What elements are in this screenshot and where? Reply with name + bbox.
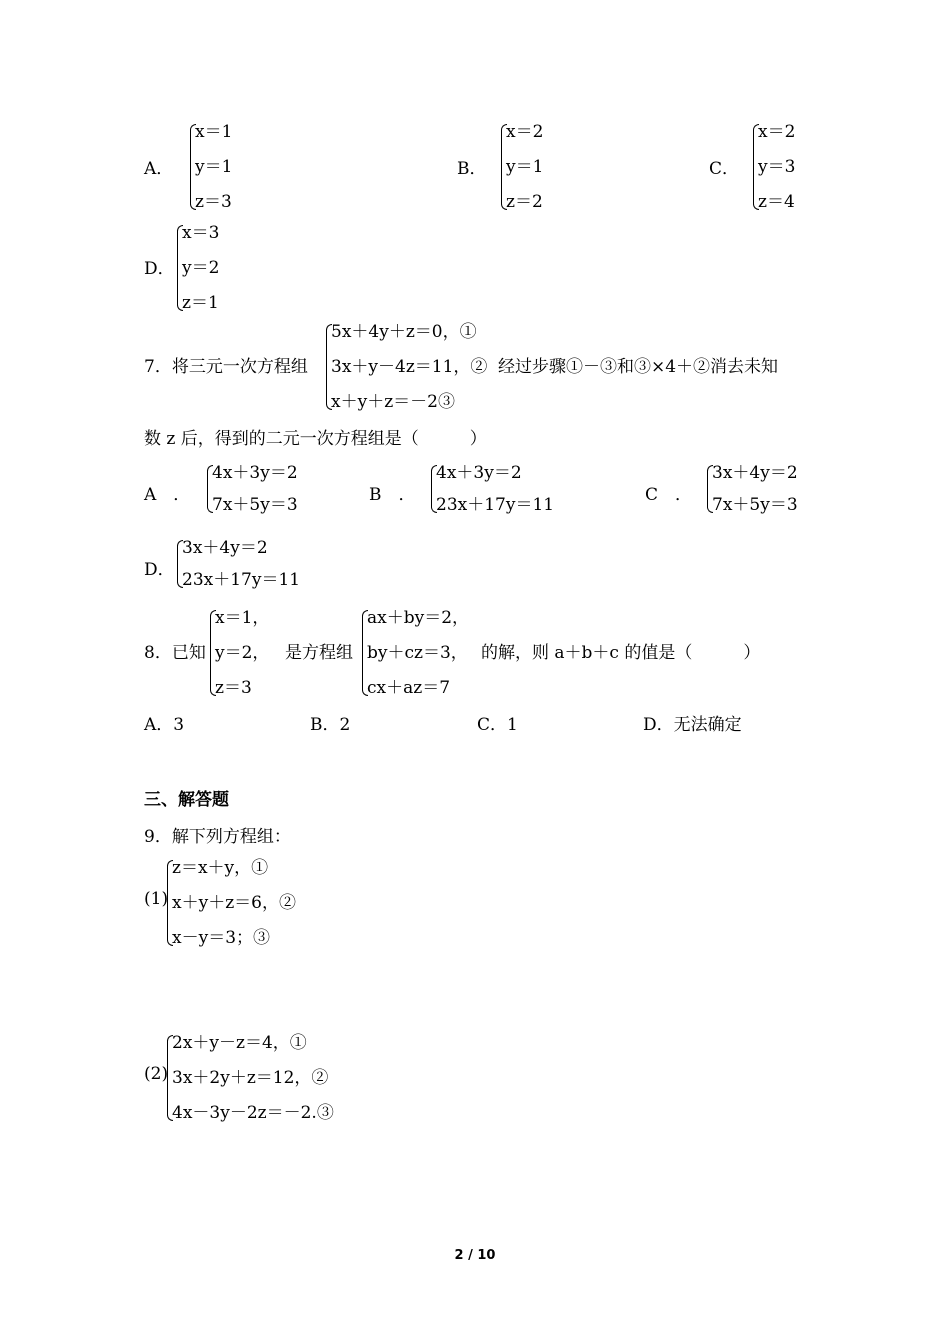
equation: z＝4	[758, 192, 795, 212]
q9-part2-system	[172, 1033, 334, 1123]
q7-option-d-system	[182, 538, 300, 590]
equation: x－y＝3；③	[172, 928, 271, 948]
equation: y＝1	[195, 157, 233, 177]
equation: z＝2	[506, 192, 543, 212]
q7-option-a-label: A ．	[144, 485, 191, 505]
equation: by＋cz＝3，	[367, 643, 468, 663]
equation: z＝x＋y，①	[172, 858, 269, 878]
q6-option-d-label: D．	[144, 259, 175, 279]
equation: x＝1	[195, 122, 233, 142]
equation: x＝1，	[215, 608, 270, 628]
equation: 2x＋y－z＝4，①	[172, 1033, 307, 1053]
equation: x＋y＋z＝－2③	[331, 392, 455, 412]
equation: ax＋by＝2，	[367, 608, 470, 628]
q9-part2-label: (2)	[144, 1064, 169, 1084]
q7-line2: 数 z 后，得到的二元一次方程组是（ ）	[144, 429, 487, 449]
equation: 4x＋3y＝2	[436, 463, 522, 483]
q6-option-a-system	[195, 122, 232, 212]
q6-option-c-system	[758, 122, 795, 212]
q7-option-a-system	[212, 463, 298, 515]
q6-option-c-label: C．	[709, 159, 740, 179]
q6-option-b-label: B．	[457, 159, 487, 179]
q6-option-b-system	[506, 122, 543, 212]
q8-prefix: 8．已知	[144, 643, 206, 663]
q7-suffix: 经过步骤①－③和③×4＋②消去未知	[498, 357, 779, 377]
equation: y＝3	[758, 157, 796, 177]
q7-option-c-label: C ．	[645, 485, 693, 505]
equation: x＝2	[506, 122, 544, 142]
q6-option-d-system	[182, 223, 219, 313]
equation: 23x＋17y＝11	[436, 495, 555, 515]
equation: cx＋az＝7	[367, 678, 451, 698]
equation: z＝3	[195, 192, 232, 212]
equation: y＝1	[506, 157, 544, 177]
section-heading: 三、解答题	[144, 790, 229, 810]
q8-option-c: C．1	[477, 715, 518, 735]
equation: x＝3	[182, 223, 220, 243]
q8-system	[367, 608, 469, 698]
equation: z＝3	[215, 678, 252, 698]
equation: 7x＋5y＝3	[212, 495, 298, 515]
q9-part1-system	[172, 858, 296, 948]
q8-solution	[215, 608, 269, 698]
q9-title: 9．解下列方程组：	[144, 827, 291, 847]
equation: 4x－3y－2z＝－2.③	[172, 1103, 334, 1123]
equation: 5x＋4y＋z＝0，①	[331, 322, 477, 342]
q7-prefix: 7．将三元一次方程组	[144, 357, 308, 377]
equation: 4x＋3y＝2	[212, 463, 298, 483]
equation: x＝2	[758, 122, 796, 142]
equation: 3x＋4y＝2	[712, 463, 798, 483]
q8-mid: 是方程组	[285, 643, 353, 663]
q7-option-b-system	[436, 463, 554, 515]
q8-option-a: A．3	[144, 715, 185, 735]
q8-suffix: 的解，则 a＋b＋c 的值是（ ）	[481, 643, 761, 663]
equation: 3x＋y－4z＝11，②	[331, 357, 488, 377]
q7-option-b-label: B ．	[369, 485, 416, 505]
equation: 23x＋17y＝11	[182, 570, 301, 590]
equation: z＝1	[182, 293, 219, 313]
q8-option-d: D．无法确定	[643, 715, 742, 735]
q9-part1-label: (1)	[144, 889, 169, 909]
page-number: 2 / 10	[454, 1248, 496, 1263]
q8-option-b: B．2	[310, 715, 351, 735]
equation: y＝2，	[215, 643, 270, 663]
equation: 3x＋4y＝2	[182, 538, 268, 558]
equation: x＋y＋z＝6，②	[172, 893, 296, 913]
q6-option-a-label: A．	[144, 159, 174, 179]
equation: y＝2	[182, 258, 220, 278]
equation: 3x＋2y＋z＝12，②	[172, 1068, 329, 1088]
q7-system	[331, 322, 487, 412]
q7-option-d-label: D．	[144, 560, 175, 580]
q7-option-c-system	[712, 463, 798, 515]
equation: 7x＋5y＝3	[712, 495, 798, 515]
